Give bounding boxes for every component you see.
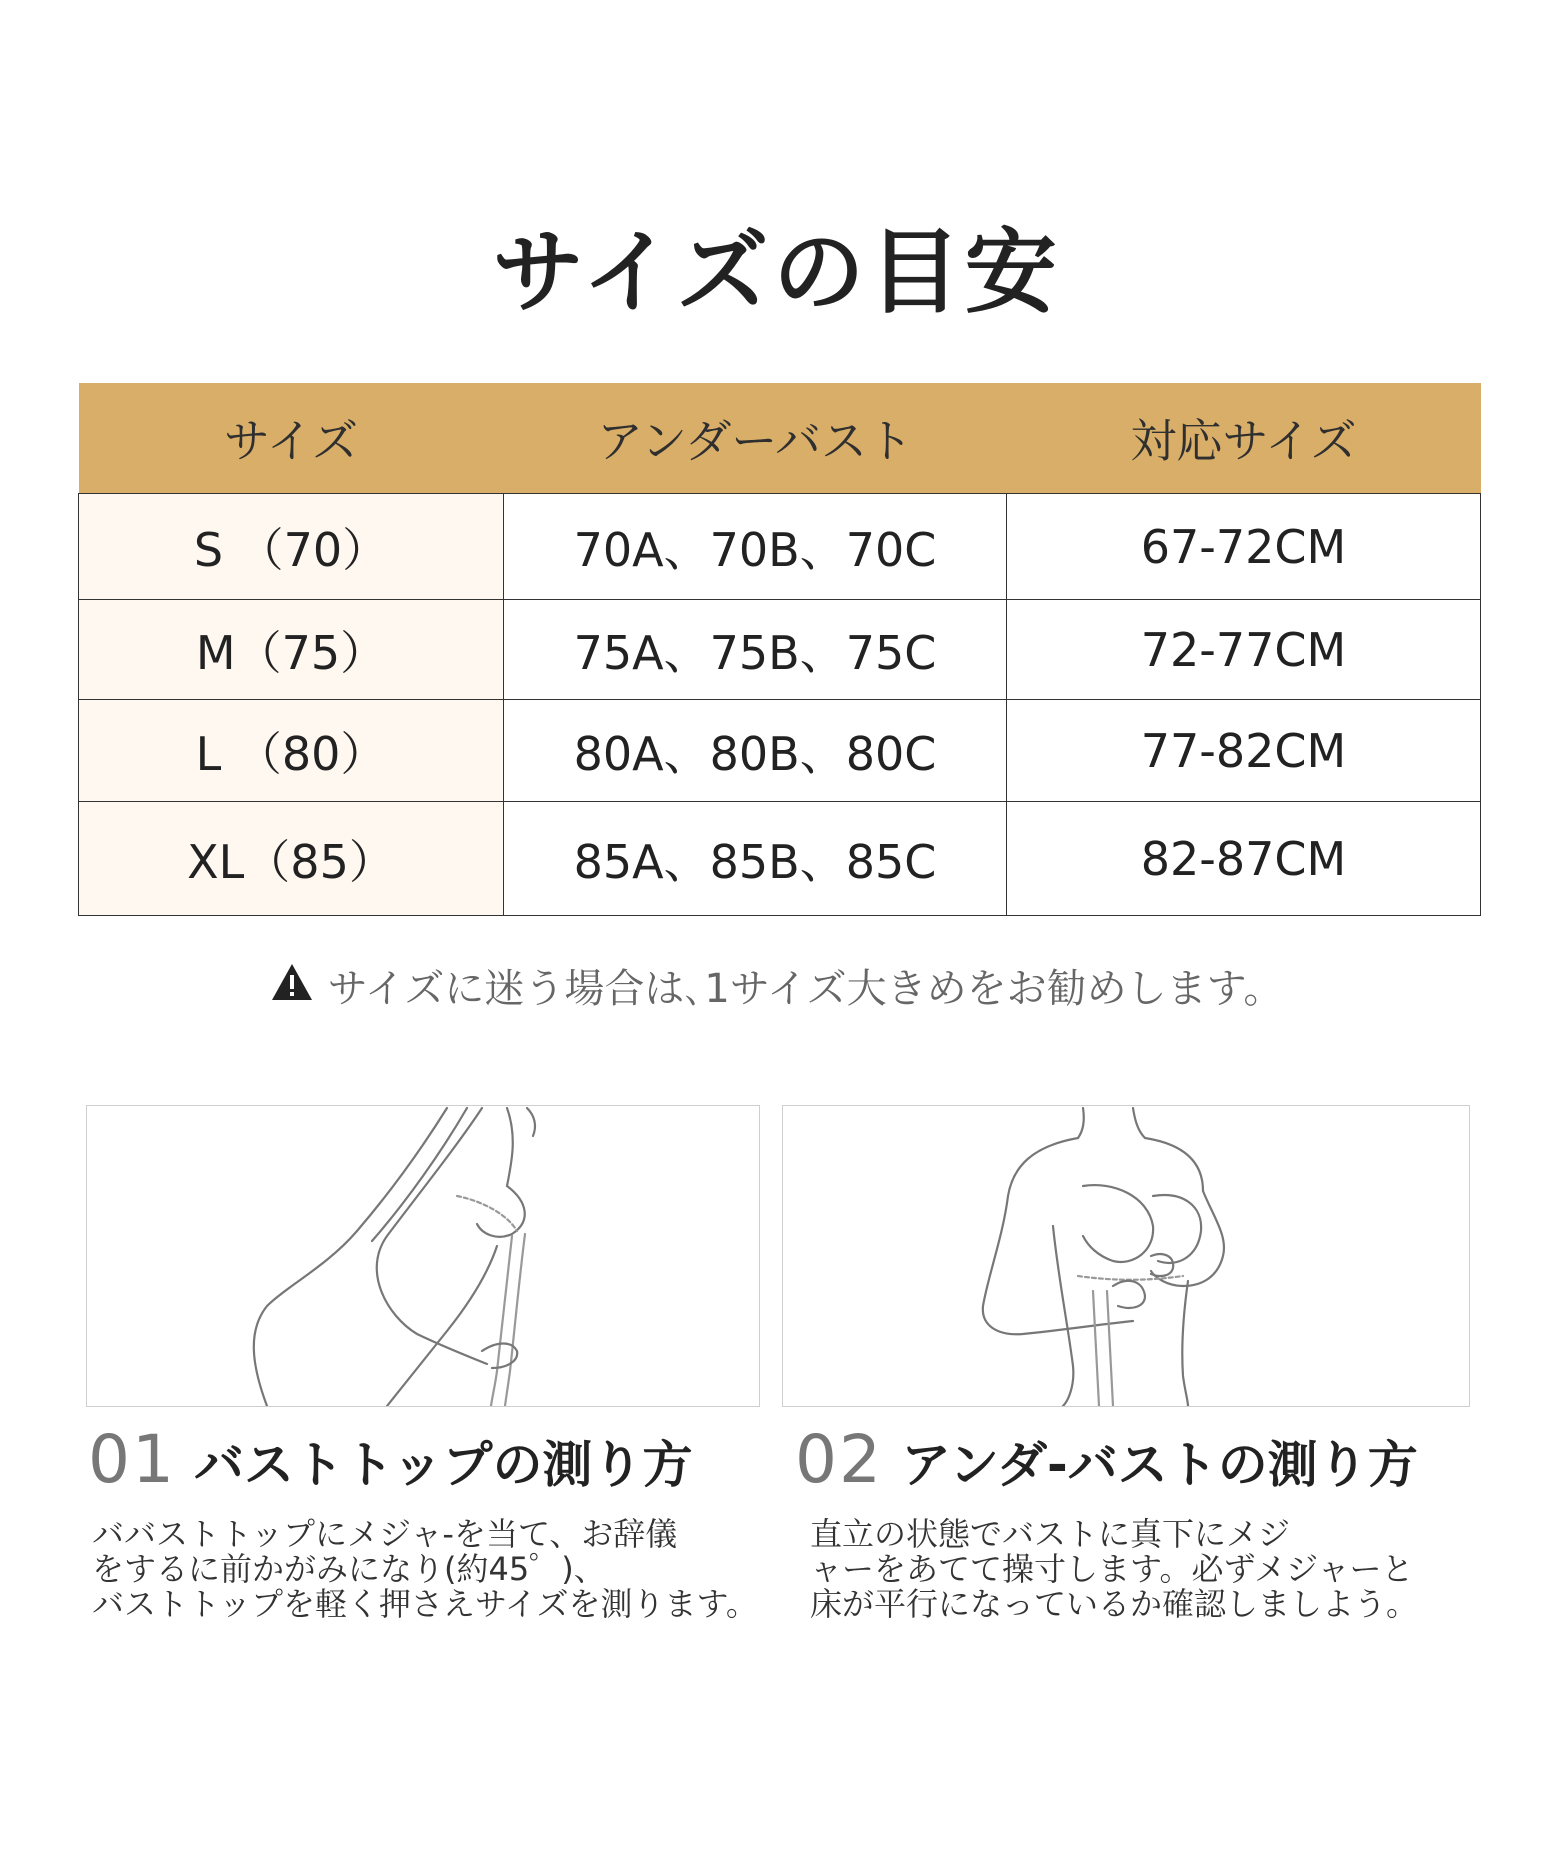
step-2-title — [795, 1420, 1418, 1499]
warning-icon — [270, 962, 314, 1013]
size-notice — [0, 965, 1553, 1017]
step-2-number: 02 — [795, 1421, 883, 1498]
bust-top-figure — [87, 1106, 759, 1406]
table-row — [79, 802, 1481, 916]
underbust-cell: 80A、80B、80C — [504, 700, 1007, 802]
underbust-cell: 75A、75B、75C — [504, 600, 1007, 700]
header-underbust: アンダーバスト — [504, 383, 1007, 494]
size-cell: XL（85） — [79, 802, 504, 916]
page-title: サイズの目安 — [492, 219, 1061, 326]
notice-text: サイズに迷う場合は､1サイズ大きめをお勧めします。 — [327, 966, 1284, 1012]
step-1-description: ババストトップにメジャ-を当て、お辞儀 をするに前かがみになり(約45゜)、 バストトップを軽く押さえサイズを測ります。 — [92, 1515, 758, 1623]
size-chart-table — [78, 383, 1481, 916]
fit-size-cell: 82-87CM — [1007, 802, 1481, 916]
step-1-heading: バストトップの測り方 — [193, 1436, 693, 1494]
under-bust-illustration — [782, 1105, 1470, 1407]
header-fit-size: 対応サイズ — [1007, 383, 1481, 494]
fit-size-cell: 67-72CM — [1007, 494, 1481, 600]
table-header-row — [79, 383, 1481, 494]
table-row — [79, 700, 1481, 802]
fit-size-cell: 77-82CM — [1007, 700, 1481, 802]
underbust-cell: 85A、85B、85C — [504, 802, 1007, 916]
size-cell: M（75） — [79, 600, 504, 700]
step-1-title — [88, 1420, 692, 1499]
underbust-cell: 70A、70B、70C — [504, 494, 1007, 600]
size-cell: S （70） — [79, 494, 504, 600]
step-2-heading: アンダ-バストの測り方 — [900, 1436, 1418, 1494]
size-cell: L （80） — [79, 700, 504, 802]
under-bust-figure — [783, 1106, 1469, 1406]
fit-size-cell: 72-77CM — [1007, 600, 1481, 700]
bust-top-illustration — [86, 1105, 760, 1407]
step-2-description: 直立の状態でバストに真下にメジ ャーをあてて操寸します。必ずメジャーと 床が平行になっているか確認しましよう。 — [810, 1515, 1419, 1623]
header-size: サイズ — [79, 383, 504, 494]
step-1-number: 01 — [88, 1421, 176, 1498]
table-row — [79, 600, 1481, 700]
table-row — [79, 494, 1481, 600]
